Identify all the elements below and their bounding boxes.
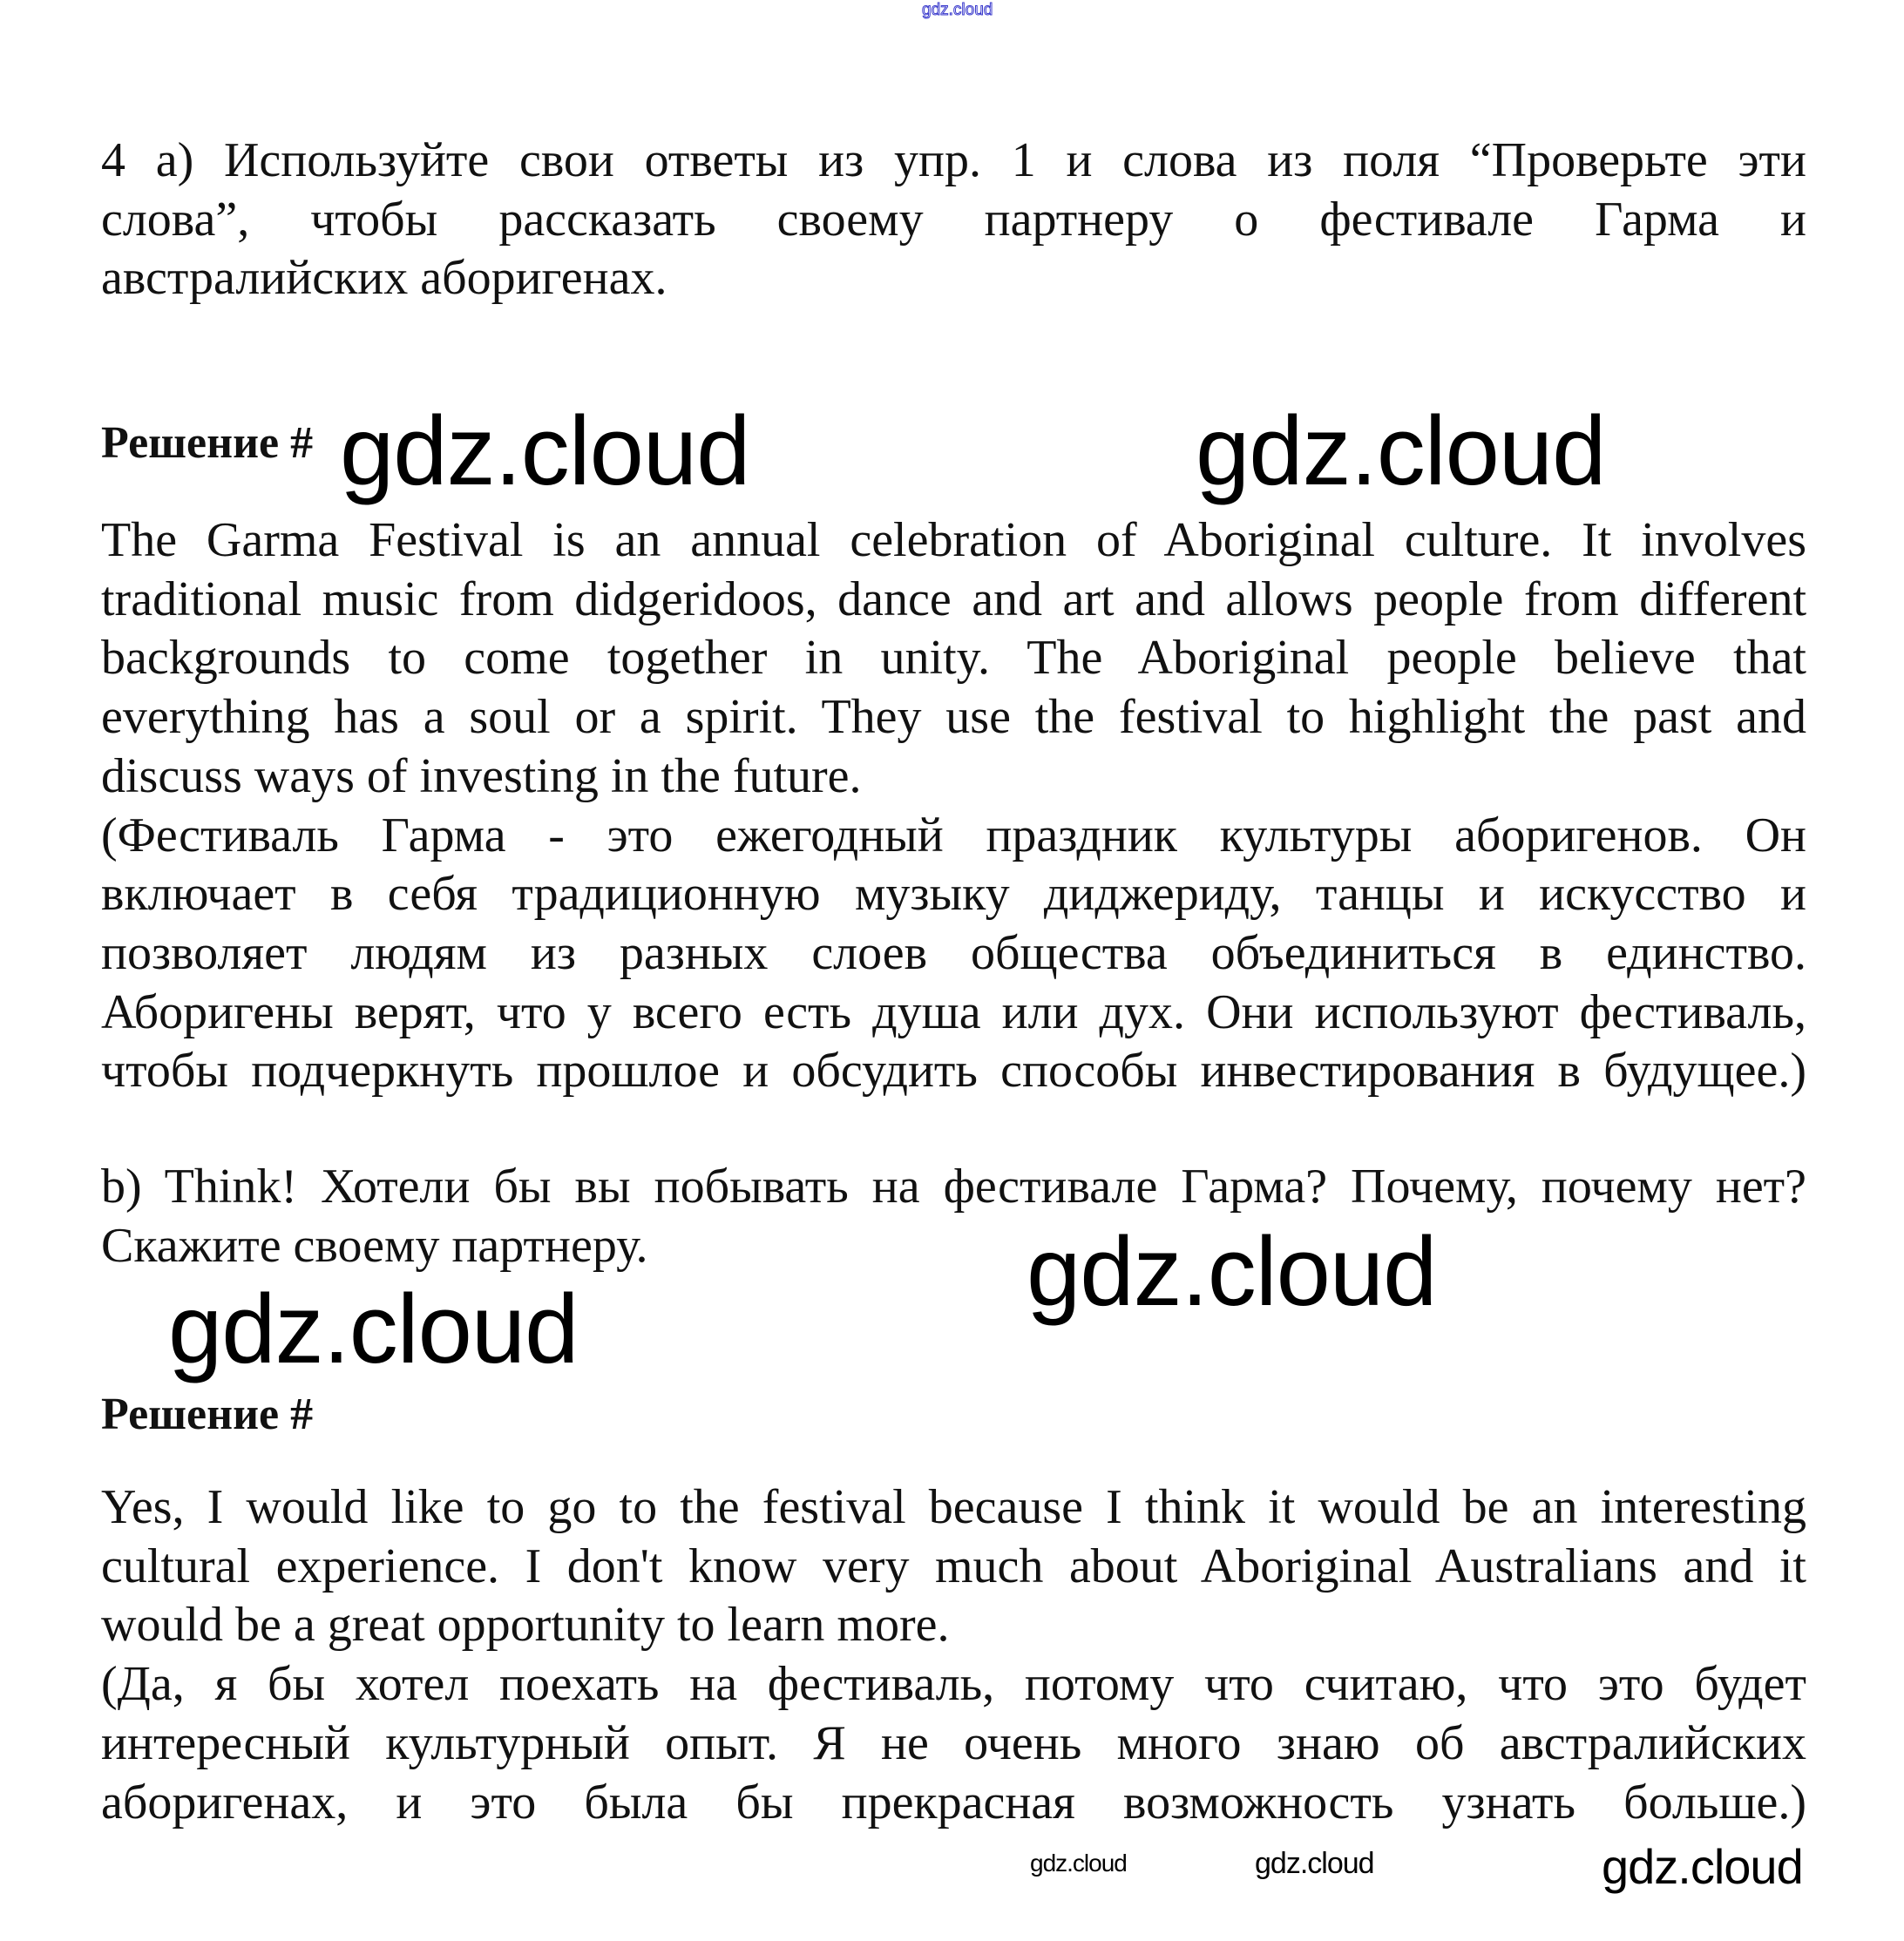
text-line: The Garma Festival is an annual celebration of Aboriginal culture. It involves [101, 513, 1806, 567]
watermark: gdz.cloud [1255, 1847, 1374, 1880]
text-line: traditional music from didgeridoos, dance and art and allows people from different [101, 571, 1806, 626]
watermark: gdz.cloud [168, 1275, 579, 1383]
watermark-top: gdz.cloud [922, 1, 993, 19]
task-a-text [101, 132, 1806, 308]
task-b-text [101, 1158, 1806, 1275]
text-line: включает в себя традиционную музыку диджериду, танцы и искусство и [101, 867, 1806, 922]
answer-a-text [101, 511, 1806, 1101]
watermark: gdz.cloud [1196, 396, 1606, 505]
text-line: would be a great opportunity to learn more. [101, 1598, 950, 1653]
watermark: gdz.cloud [1602, 1839, 1803, 1894]
text-line: discuss ways of investing in the future. [101, 748, 862, 803]
text-line: (Фестиваль Гарма - это ежегодный праздник культуры аборигенов. Он [101, 808, 1806, 862]
watermark: gdz.cloud [1030, 1850, 1127, 1877]
text-line: Аборигены верят, что у всего есть душа или дух. Они используют фестиваль, [101, 984, 1806, 1039]
text-line: everything has a soul or a spirit. They use the festival to highlight the past and [101, 690, 1806, 745]
watermark: gdz.cloud [340, 396, 750, 505]
text-line: австралийских аборигенах. [101, 251, 667, 306]
answer-b-text [101, 1478, 1806, 1832]
text-line: backgrounds to come together in unity. The Aboriginal people believe that [101, 631, 1806, 686]
text-line: 4 а) Используйте свои ответы из упр. 1 и слова из поля “Проверьте эти [101, 133, 1806, 187]
text-line: интересный культурный опыт. Я не очень много знаю об австралийских [101, 1715, 1806, 1770]
text-line: b) Think! Хотели бы вы побывать на фестивале Гарма? Почему, почему нет? [101, 1160, 1806, 1214]
text-line: аборигенах, и это была бы прекрасная возможность узнать больше.) [101, 1775, 1806, 1829]
solution-heading-b: Решение # [101, 1390, 314, 1439]
text-line: позволяет людям из разных слоев общества объединиться в единство. [101, 925, 1806, 980]
text-line: cultural experience. I don't know very much about Aboriginal Australians and it [101, 1539, 1806, 1593]
text-line: (Да, я бы хотел поехать на фестиваль, потому что считаю, что это будет [101, 1657, 1806, 1712]
text-line: Скажите своему партнеру. [101, 1218, 648, 1273]
watermark: gdz.cloud [1027, 1217, 1437, 1326]
text-line: слова”, чтобы рассказать своему партнеру о фестивале Гарма и [101, 192, 1806, 247]
solution-heading-a: Решение # [101, 418, 314, 468]
text-line: Yes, I would like to go to the festival because I think it would be an interesting [101, 1480, 1806, 1534]
text-line: чтобы подчеркнуть прошлое и обсудить способы инвестирования в будущее.) [101, 1044, 1806, 1099]
